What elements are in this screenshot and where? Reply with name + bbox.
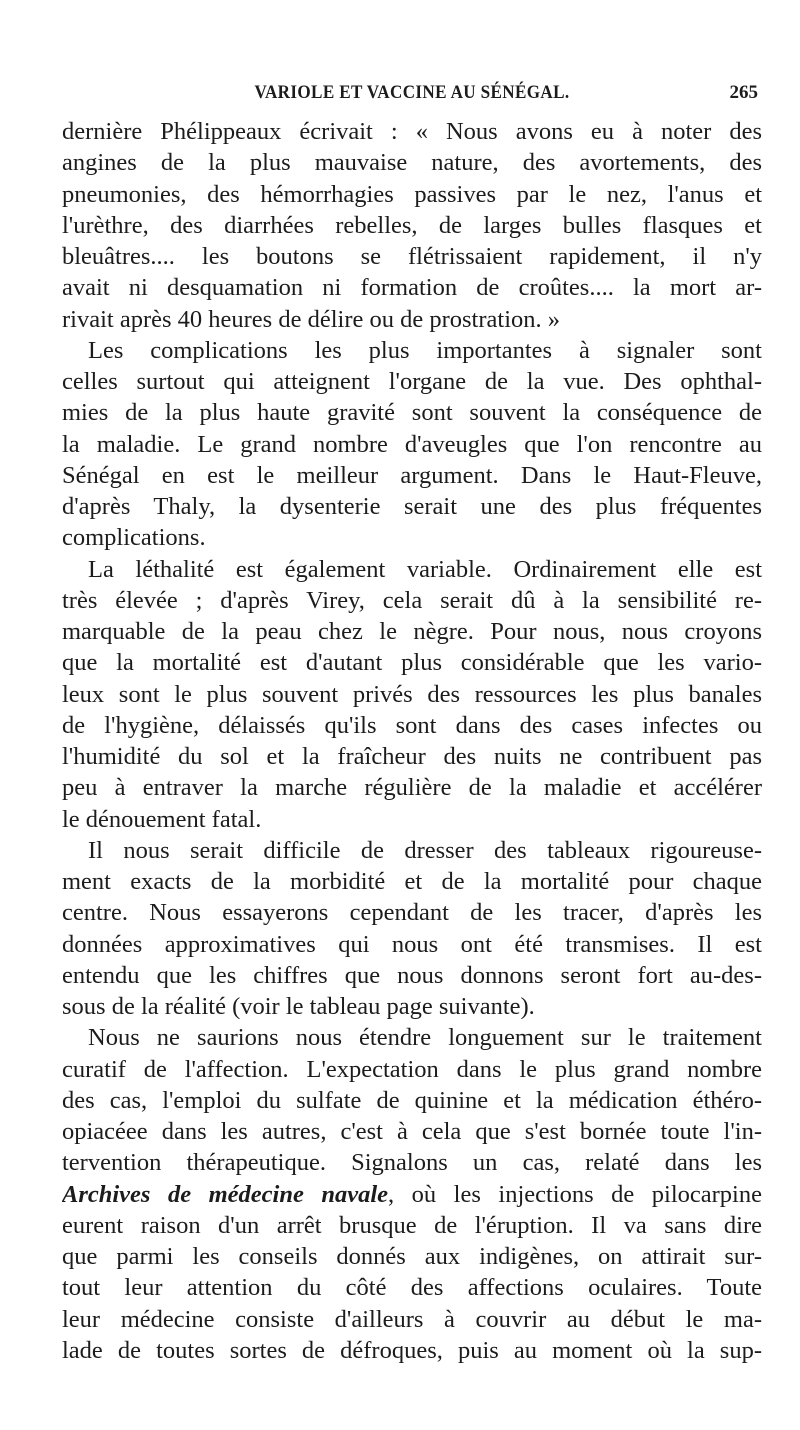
text-line: avait ni desquamation ni formation de croûtes.... la mort ar- bbox=[62, 274, 762, 302]
text-line: peu à entraver la marche régulière de la maladie et accélérer bbox=[62, 774, 762, 802]
text-line: leux sont le plus souvent privés des ressources les plus banales bbox=[62, 680, 762, 708]
text-line: dernière Phélippeaux écrivait : « Nous avons eu à noter des bbox=[62, 118, 762, 145]
text-line: le dénouement fatal. bbox=[62, 805, 262, 833]
text-line: centre. Nous essayerons cependant de les tracer, d'après les bbox=[62, 899, 762, 927]
text-line: complications. bbox=[62, 524, 206, 552]
text-line: des cas, l'emploi du sulfate de quinine et la médication éthéro- bbox=[62, 1086, 762, 1114]
paragraph-start-line: La léthalité est également variable. Ordinairement elle est bbox=[88, 555, 762, 583]
citation-continuation: , où les injections de pilocarpine bbox=[388, 1180, 762, 1208]
text-line: tout leur attention du côté des affections oculaires. Toute bbox=[62, 1274, 762, 1302]
text-line: très élevée ; d'après Virey, cela serait dû à la sensibilité re- bbox=[62, 586, 762, 614]
text-line-with-citation bbox=[62, 1179, 762, 1210]
running-title: VARIOLE ET VACCINE AU SÉNÉGAL. bbox=[254, 82, 570, 103]
text-line: pneumonies, des hémorrhagies passives par le nez, l'anus et bbox=[62, 180, 762, 208]
text-line: leur médecine consiste d'ailleurs à couvrir au début le ma- bbox=[62, 1305, 762, 1333]
text-line: Sénégal en est le meilleur argument. Dans le Haut-Fleuve, bbox=[62, 461, 762, 489]
text-line: mies de la plus haute gravité sont souvent la conséquence de bbox=[62, 399, 762, 427]
page-header bbox=[62, 82, 762, 112]
paragraph-start-line: Nous ne saurions nous étendre longuement sur le traitement bbox=[88, 1024, 762, 1052]
text-line: l'humidité du sol et la fraîcheur des nuits ne contribuent pas bbox=[62, 743, 762, 770]
text-line: rivait après 40 heures de délire ou de prostration. » bbox=[62, 305, 561, 333]
text-line: que parmi les conseils donnés aux indigènes, on attirait sur- bbox=[62, 1243, 762, 1270]
text-line: tervention thérapeutique. Signalons un cas, relaté dans les bbox=[62, 1149, 762, 1177]
text-line: sous de la réalité (voir le tableau page suivante). bbox=[62, 993, 535, 1020]
text-line: que la mortalité est d'autant plus considérable que les vario- bbox=[62, 649, 762, 677]
text-line: l'urèthre, des diarrhées rebelles, de larges bulles flasques et bbox=[62, 211, 762, 239]
text-line: angines de la plus mauvaise nature, des avortements, des bbox=[62, 149, 762, 177]
text-line: bleuâtres.... les boutons se flétrissaient rapidement, il n'y bbox=[62, 243, 762, 270]
text-line: de l'hygiène, délaissés qu'ils sont dans des cases infectes ou bbox=[62, 711, 762, 739]
page-number: 265 bbox=[729, 82, 758, 103]
text-line: ment exacts de la morbidité et de la mortalité pour chaque bbox=[62, 868, 762, 895]
body-text bbox=[62, 116, 762, 1366]
paragraph-start-line: Il nous serait difficile de dresser des tableaux rigoureuse- bbox=[88, 836, 762, 864]
text-line: d'après Thaly, la dysenterie serait une des plus fréquentes bbox=[62, 493, 762, 520]
text-line: lade de toutes sortes de défroques, puis au moment où la sup- bbox=[62, 1336, 762, 1364]
text-line: curatif de l'affection. L'expectation dans le plus grand nombre bbox=[62, 1055, 762, 1083]
text-line: celles surtout qui atteignent l'organe de la vue. Des ophthal- bbox=[62, 368, 762, 395]
paragraph-start-line: Les complications les plus importantes à signaler sont bbox=[88, 336, 762, 364]
text-line: opiacéee dans les autres, c'est à cela que s'est bornée toute l'in- bbox=[62, 1118, 762, 1145]
journal-title: Archives de médecine navale bbox=[62, 1180, 389, 1208]
text-line: entendu que les chiffres que nous donnons seront fort au-des- bbox=[62, 961, 762, 989]
text-line: données approximatives qui nous ont été transmises. Il est bbox=[62, 930, 762, 958]
text-line: marquable de la peau chez le nègre. Pour nous, nous croyons bbox=[62, 618, 762, 645]
text-line: la maladie. Le grand nombre d'aveugles que l'on rencontre au bbox=[62, 430, 762, 458]
text-line: eurent raison d'un arrêt brusque de l'éruption. Il va sans dire bbox=[62, 1211, 762, 1239]
